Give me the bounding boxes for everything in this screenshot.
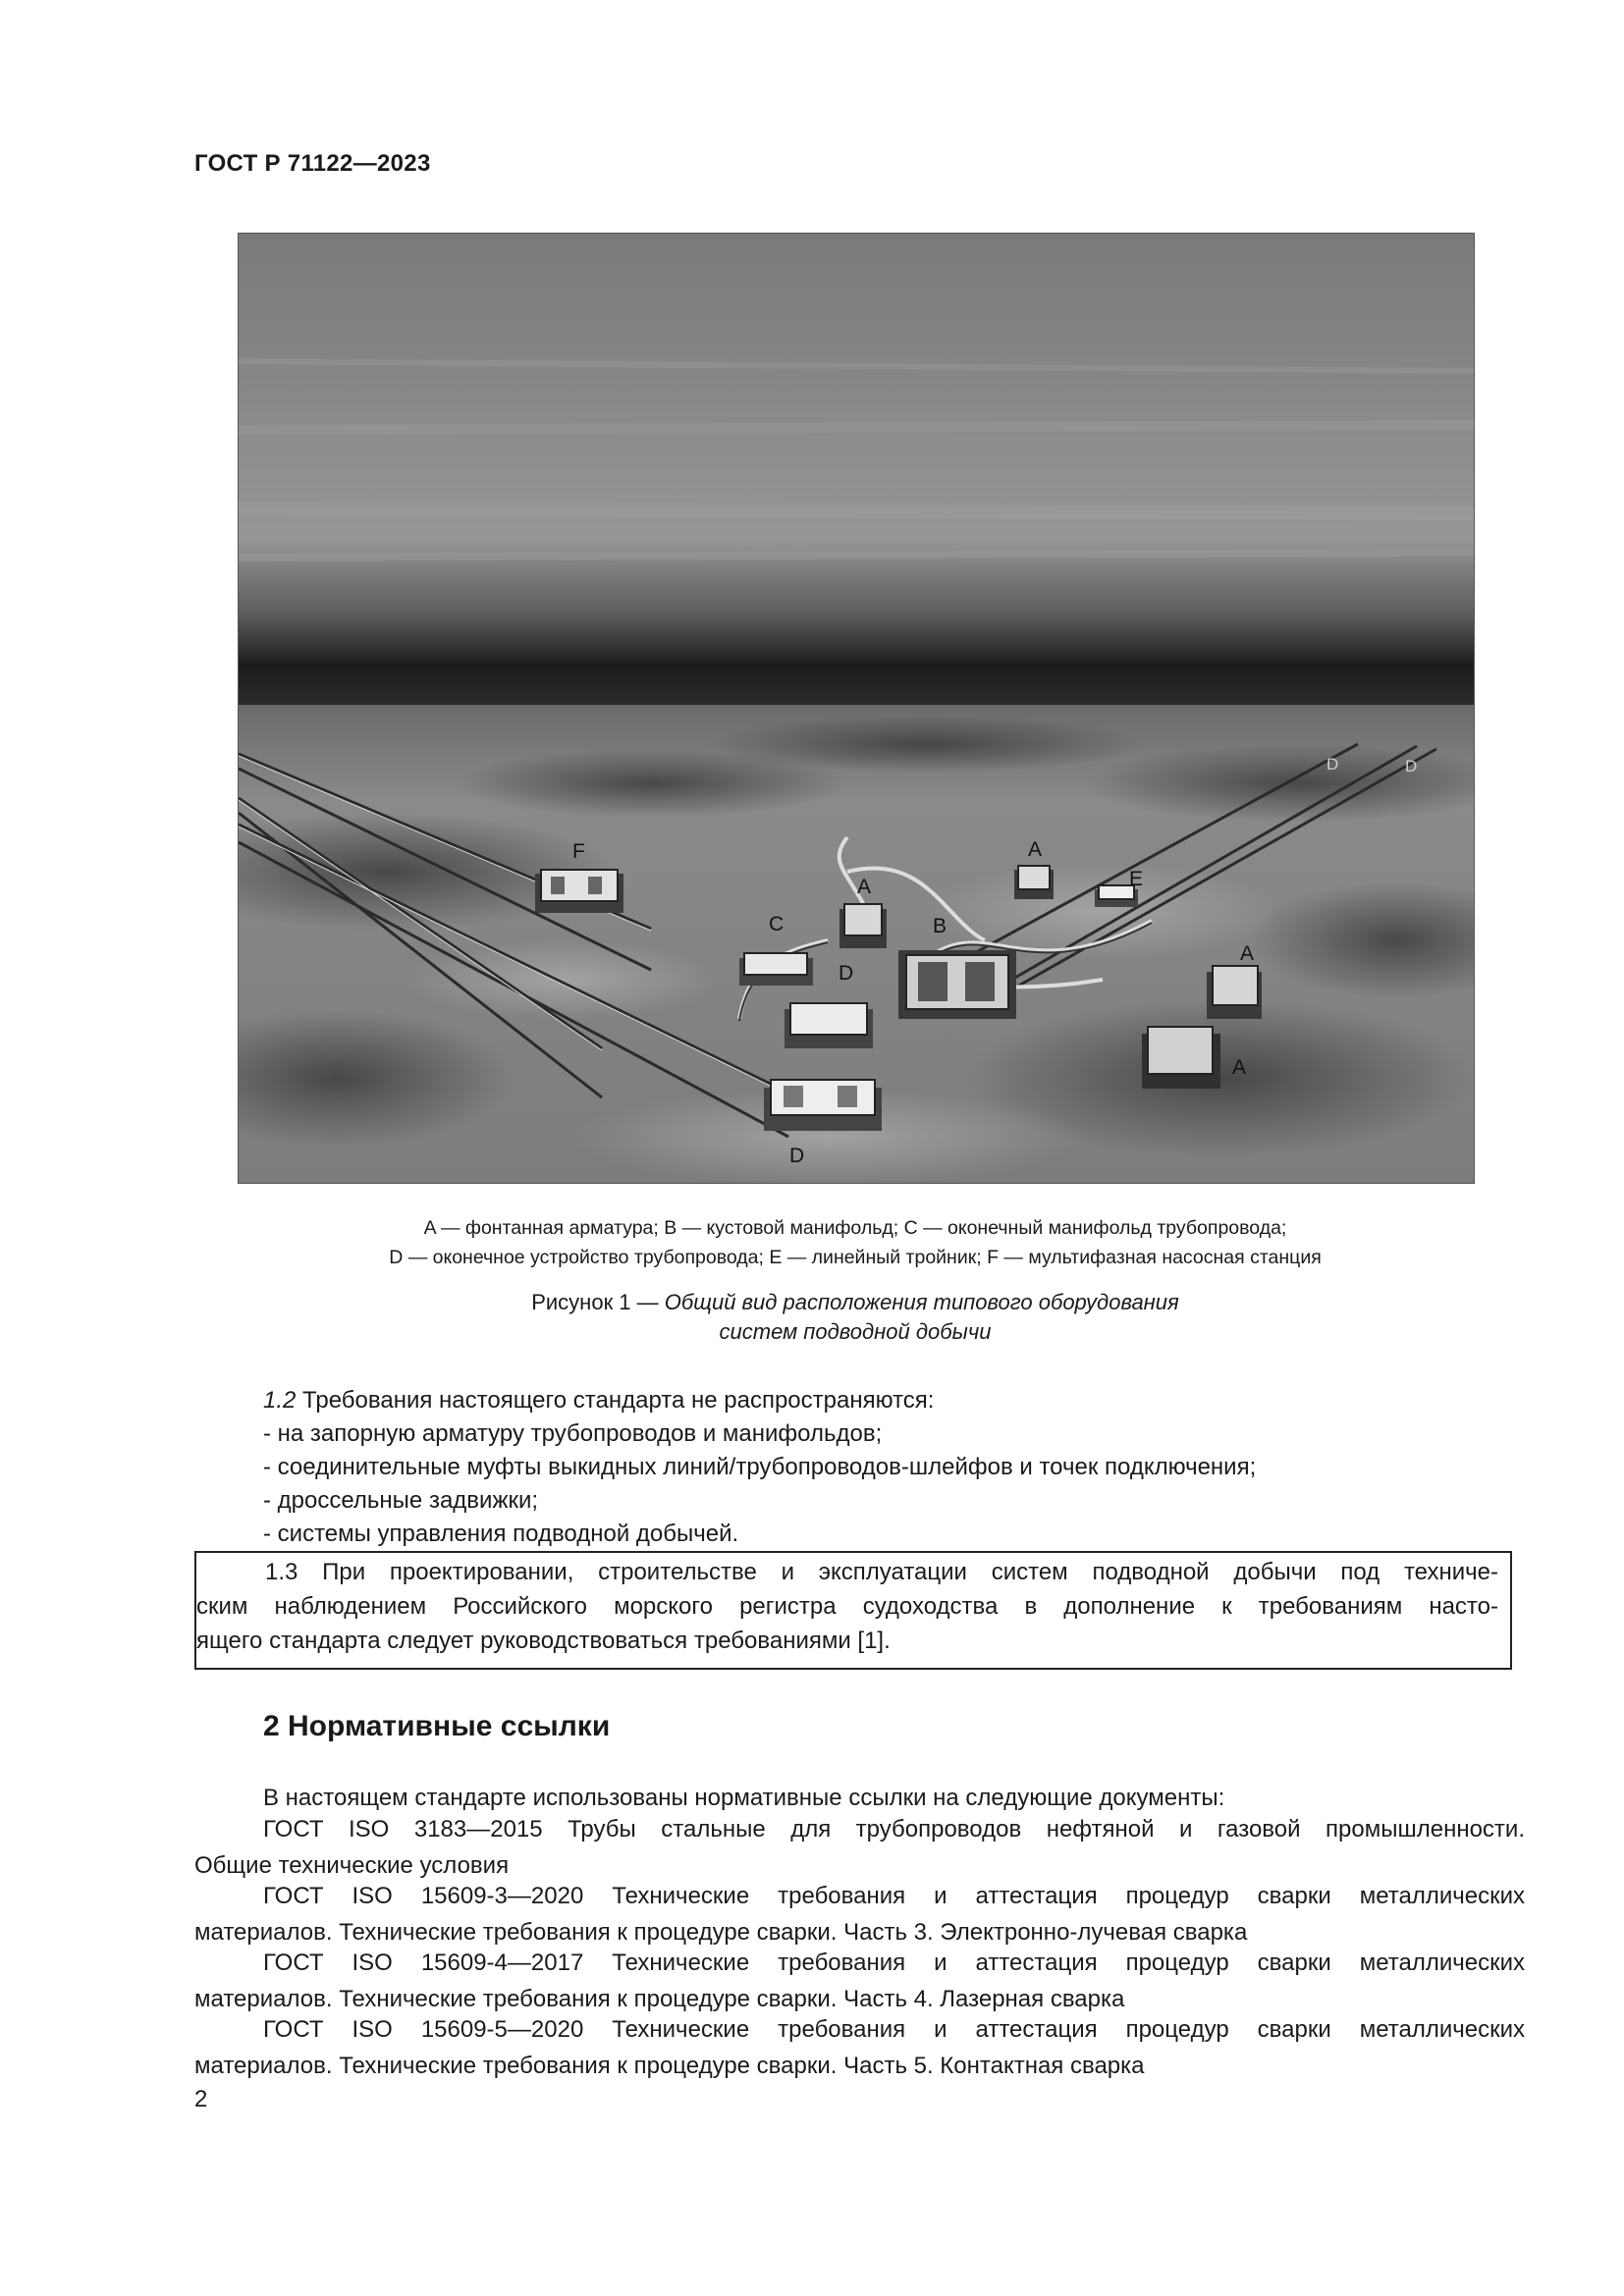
reference-line-2: Общие технические условия <box>194 1852 510 1879</box>
page-number: 2 <box>194 2086 208 2112</box>
label-a-far: A <box>1028 838 1043 861</box>
tree-a-right-upper <box>1207 966 1262 1019</box>
label-d-front: D <box>789 1145 805 1167</box>
tree-a-center <box>839 904 887 948</box>
clause-number: 1.2 <box>263 1387 297 1414</box>
plet-d-middle <box>785 1003 873 1048</box>
label-a-right-upper: A <box>1240 942 1255 965</box>
clause-1-3-box <box>194 1551 1512 1670</box>
figure-legend-line-2: D — оконечное устройство трубопровода; E — линейный тройник; F — мультифазная насосная станция <box>389 1247 1322 1268</box>
pump-station-f <box>535 870 623 913</box>
reference-line-1: ГОСТ ISO 15609-3—2020 Технические требования и аттестация процедур сварки металлических <box>263 1883 1525 1909</box>
reference-line-1: ГОСТ ISO 15609-5—2020 Технические требования и аттестация процедур сварки металлических <box>263 2016 1525 2043</box>
reference-line-1: ГОСТ ISO 3183—2015 Трубы стальные для трубопроводов нефтяной и газовой промышленности. <box>263 1816 1525 1842</box>
section-1-2-intro <box>263 1384 934 1417</box>
label-d-far-right: D <box>1405 757 1418 775</box>
subsea-equipment-figure <box>238 233 1475 1184</box>
document-code-header: ГОСТ Р 71122—2023 <box>194 150 431 177</box>
label-f: F <box>572 840 585 863</box>
section-2-heading: 2 Нормативные ссылки <box>263 1710 611 1742</box>
figure-caption-prefix: Рисунок 1 — <box>531 1290 665 1314</box>
manifold-b <box>898 950 1016 1019</box>
tree-a-right-lower <box>1142 1027 1220 1089</box>
figure-caption-title: Общий вид расположения типового оборудования <box>664 1290 1179 1314</box>
label-a-center: A <box>857 876 872 898</box>
label-d-far-left: D <box>1326 755 1339 774</box>
plet-c <box>739 953 813 986</box>
plet-d-front <box>764 1080 882 1131</box>
tree-a-far <box>1014 866 1054 899</box>
figure-caption-line-2 <box>238 1319 1473 1345</box>
figure-legend-line-1: A — фонтанная арматура; B — кустовой манифольд; C — оконечный манифольд трубопровода; <box>423 1217 1287 1239</box>
section-2-intro: В настоящем стандарте использованы нормативные ссылки на следующие документы: <box>263 1785 1225 1811</box>
clause-1-3-line-2: ским наблюдением Российского морского регистра судоходства в дополнение к требованиям насто- <box>196 1593 1498 1620</box>
figure-caption-line-1 <box>238 1290 1473 1315</box>
reference-line-2: материалов. Технические требования к процедуре сварки. Часть 5. Контактная сварка <box>194 2053 1145 2079</box>
clause-1-3-line-3: ящего стандарта следует руководствоваться требованиями [1]. <box>196 1628 891 1654</box>
figure-caption-title-cont: систем подводной добычи <box>719 1319 992 1344</box>
clause-text: Требования настоящего стандарта не распространяются: <box>296 1387 935 1414</box>
reference-line-2: материалов. Технические требования к процедуре сварки. Часть 4. Лазерная сварка <box>194 1986 1125 2012</box>
list-item: - соединительные муфты выкидных линий/трубопроводов-шлейфов и точек подключения; <box>263 1454 1257 1480</box>
list-item: - дроссельные задвижки; <box>263 1487 539 1514</box>
list-item: - на запорную арматуру трубопроводов и манифольдов; <box>263 1420 883 1447</box>
reference-line-1: ГОСТ ISO 15609-4—2017 Технические требования и аттестация процедур сварки металлических <box>263 1949 1525 1976</box>
reference-line-2: материалов. Технические требования к процедуре сварки. Часть 3. Электронно-лучевая сварка <box>194 1919 1248 1946</box>
label-a-right-lower: A <box>1232 1056 1247 1079</box>
label-c: C <box>769 913 785 935</box>
list-item: - системы управления подводной добычей. <box>263 1521 739 1547</box>
label-d-middle: D <box>839 962 854 985</box>
label-b: B <box>933 915 947 937</box>
label-e: E <box>1129 868 1144 890</box>
clause-1-3-line-1: 1.3 При проектировании, строительстве и эксплуатации систем подводной добычи под техниче- <box>265 1559 1498 1585</box>
